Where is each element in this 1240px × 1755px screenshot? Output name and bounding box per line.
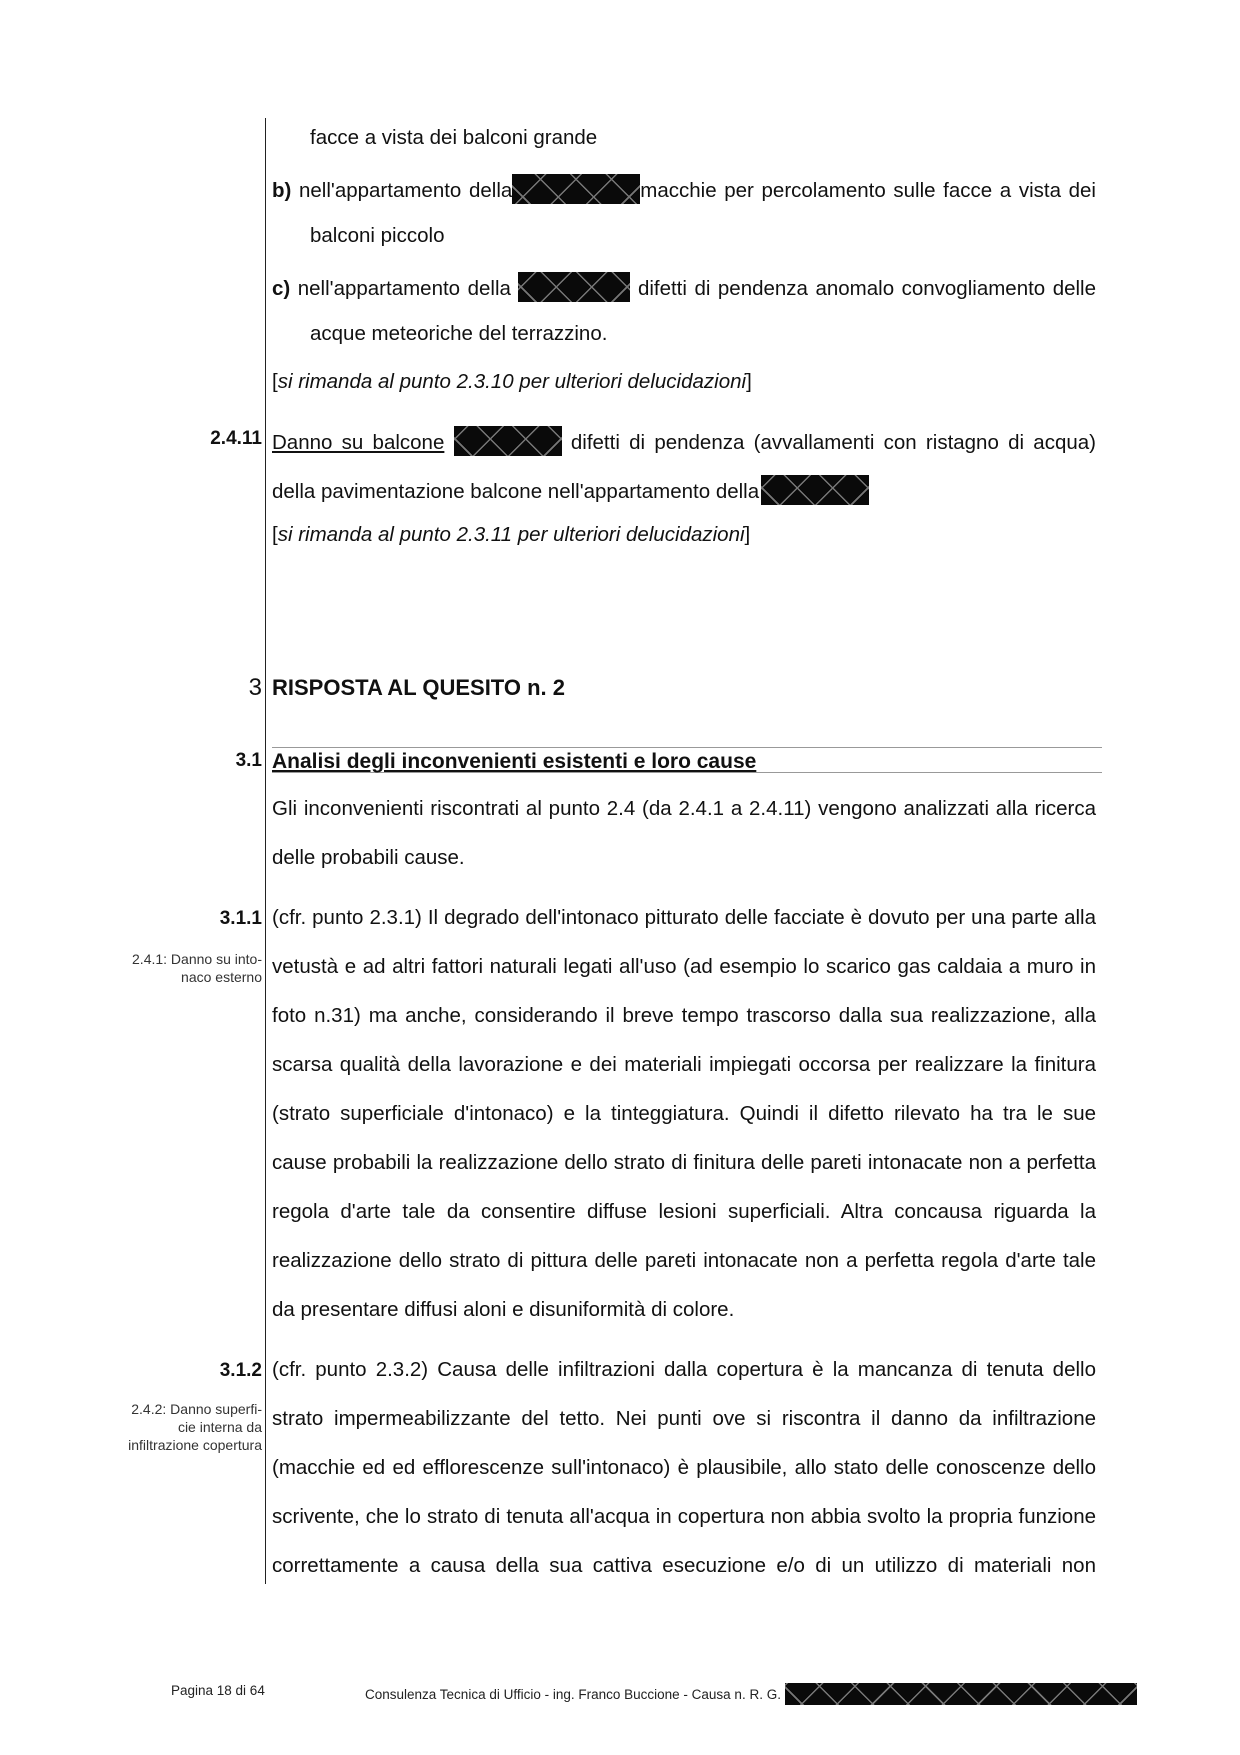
- paragraph-line: correttamente a causa della sua cattiva esecuzione e/o di un utilizzo di materiali non: [272, 1554, 1096, 1577]
- item-2411-line1: [272, 426, 1096, 456]
- list-item-c-label: c): [272, 277, 291, 300]
- list-item-c-tail: acque meteoriche del terrazzino.: [310, 322, 608, 345]
- paragraph-line: regola d'arte tale da consentire diffuse lesioni superficiali. Altra concausa riguarda la: [272, 1200, 1096, 1223]
- subsection-number: 3.1: [235, 750, 262, 771]
- paragraph-line: realizzazione dello strato di pittura delle pareti intonacate non a perfetta regola d'arte tale: [272, 1249, 1096, 1272]
- list-item-c-text1: nell'appartamento della: [297, 277, 511, 300]
- list-item-b-label: b): [272, 179, 292, 202]
- redaction-box: [454, 426, 562, 456]
- page-number: Pagina 18 di 64: [171, 1683, 265, 1698]
- reference-note: [si rimanda al punto 2.3.10 per ulteriori delucidazioni]: [272, 370, 752, 393]
- subsection-number: 3.1.1: [219, 908, 262, 929]
- paragraph-line: Gli inconvenienti riscontrati al punto 2.4 (da 2.4.1 a 2.4.11) vengono analizzati alla ricerca: [272, 797, 1096, 820]
- item-2411-line2: della pavimentazione balcone nell'appartamento della: [272, 475, 1096, 505]
- item-title: Danno su balcone: [272, 431, 445, 454]
- section-number: 3: [248, 674, 262, 701]
- paragraph-line: vetustà e ad altri fattori naturali legati all'uso (ad esempio lo scarico gas caldaia a muro in: [272, 955, 1096, 978]
- paragraph-line: foto n.31) ma anche, considerando il breve tempo trascorso dalla sua realizzazione, alla: [272, 1004, 1096, 1027]
- item-number: 2.4.11: [210, 428, 262, 449]
- paragraph-line: scrivente, che lo strato di tenuta all'acqua in copertura non abbia svolto la propria funzione: [272, 1505, 1096, 1528]
- paragraph-line: (macchie ed ed efflorescenze sull'intonaco) è plausibile, allo stato delle conoscenze dello: [272, 1456, 1096, 1479]
- paragraph-line: scarsa qualità della lavorazione e dei materiali impiegati occorsa per realizzare la finitura: [272, 1053, 1096, 1076]
- section-title: RISPOSTA AL QUESITO n. 2: [272, 675, 565, 700]
- side-note: 2.4.1: Danno su into- naco esterno: [132, 951, 262, 985]
- list-item-b: [272, 174, 1096, 204]
- subsection-heading: Analisi degli inconvenienti esistenti e loro cause: [272, 747, 1102, 773]
- side-note: 2.4.2: Danno superfi- cie interna da infiltrazione copertura: [128, 1401, 262, 1453]
- paragraph-line: cause probabili la realizzazione dello strato di finitura delle pareti intonacate non a perfetta: [272, 1151, 1096, 1174]
- reference-note: [si rimanda al punto 2.3.11 per ulteriori delucidazioni]: [272, 523, 751, 546]
- paragraph-line: strato impermeabilizzante del tetto. Nei punti ove si riscontra il danno da infiltrazione: [272, 1407, 1096, 1430]
- paragraph-line: (cfr. punto 2.3.1) Il degrado dell'intonaco pitturato delle facciate è dovuto per una parte alla: [272, 906, 1096, 929]
- list-item-b-text1: nell'appartamento della: [299, 179, 513, 202]
- list-item-b-text2: macchie per percolamento sulle facce a vista dei: [640, 179, 1096, 202]
- paragraph-line: (strato superficiale d'intonaco) e la tinteggiatura. Quindi il difetto rilevato ha tra le sue: [272, 1102, 1096, 1125]
- margin-rule: [265, 118, 266, 1584]
- redaction-box: [785, 1683, 1137, 1705]
- list-item-c-text2: difetti di pendenza anomalo convogliamento delle: [637, 277, 1097, 300]
- list-item-a-tail: facce a vista dei balconi grande: [310, 126, 598, 149]
- subsection-number: 3.1.2: [219, 1360, 262, 1381]
- item-text: difetti di pendenza (avvallamenti con ristagno di acqua): [570, 431, 1096, 454]
- redaction-box: [761, 475, 869, 505]
- redaction-box: [512, 174, 640, 204]
- list-item-b-tail: balconi piccolo: [310, 224, 445, 247]
- paragraph-line: (cfr. punto 2.3.2) Causa delle infiltrazioni dalla copertura è la mancanza di tenuta dello: [272, 1358, 1096, 1381]
- list-item-c: [272, 272, 1096, 302]
- paragraph-line: da presentare diffusi aloni e disuniformità di colore.: [272, 1298, 735, 1321]
- footer-text: Consulenza Tecnica di Ufficio - ing. Franco Buccione - Causa n. R. G.: [365, 1683, 1137, 1705]
- paragraph-line: delle probabili cause.: [272, 846, 465, 869]
- redaction-box: [518, 272, 630, 302]
